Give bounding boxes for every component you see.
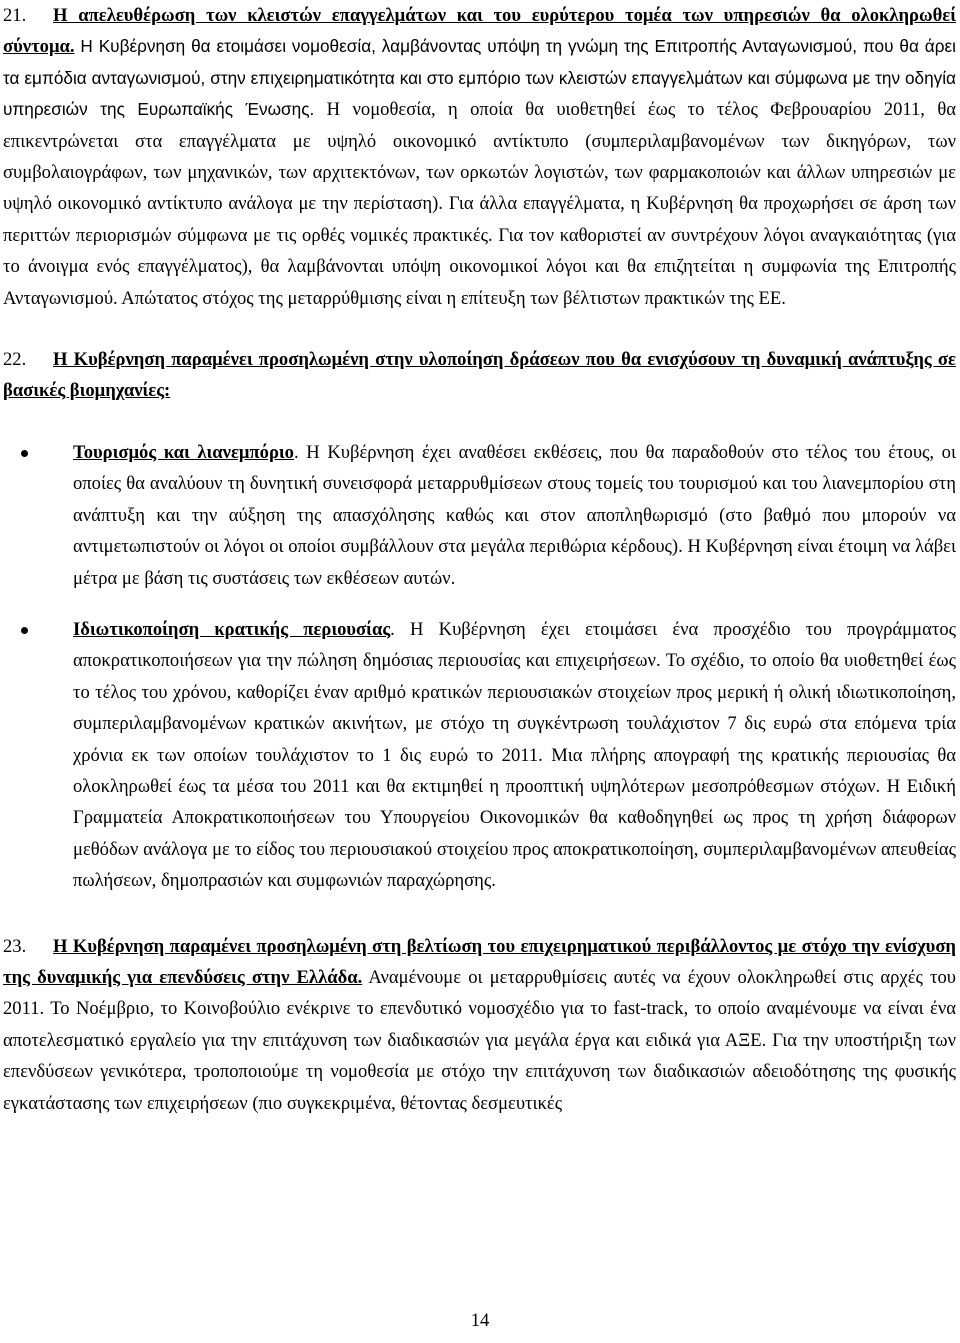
bullet-title: Τουρισμός και λιανεμπόριο: [73, 441, 294, 463]
section-22: [3, 344, 956, 407]
bullet-text: . Η Κυβέρνηση έχει ετοιμάσει ένα προσχέδιο του προγράμματος αποκρατικοποιήσεων για την πώληση δημόσιας περιουσίας και επιχειρήσεων. Το σχέδιο, το οποίο θα υιοθετηθεί έως το τέλος του χρόνου, καθορίζει έναν αριθμό κρατικών περιουσιακών στοιχείων προς μερική ή ολική ιδιωτικοποίηση, συμπεριλαμβανομένων κρατικών ακινήτων, με στόχο τη συγκέντρωση τουλάχιστον 7 δις ευρώ στα επόμενα τρία χρόνια εκ των οποίων τουλάχιστον το 1 δις ευρώ το 2011. Μια πλήρης απογραφή της κρατικής περιουσίας θα ολοκληρωθεί έως τα μέσα του 2011 και θα εκτιμηθεί η προοπτική υψηλότερων μεσοπρόθεσμων στόχων. Η Ειδική Γραμματεία Αποκρατικοποιήσεων του Υπουργείου Οικονομικών θα καθοδηγηθεί ως προς τη χρήση διάφορων μεθόδων ανάλογα με το είδος του περιουσιακού στοιχείου προς αποκρατικοποίηση, συμπεριλαμβανομένων απευθείας πωλήσεων, δημοπρασιών και συμφωνιών παραχώρησης.: [73, 618, 956, 892]
section-heading: Η Κυβέρνηση παραμένει προσηλωμένη στη βελτίωση του επιχειρηματικού περιβάλλοντος με στόχο την ενίσχυση της δυναμικής για επενδύσεις στην Ελλάδα.: [3, 935, 956, 988]
bullet-icon: [21, 450, 28, 457]
section-21: [3, 0, 956, 314]
section-23: [3, 931, 956, 1119]
list-item: [3, 437, 956, 594]
section-number: 23.: [3, 935, 27, 957]
section-number: 22.: [3, 349, 27, 371]
section-heading: Η απελευθέρωση των κλειστών επαγγελμάτων και του ευρύτερου τομέα των υπηρεσιών θα ολοκληρωθεί σύντομα.: [3, 5, 956, 58]
page-number: 14: [470, 1310, 490, 1331]
section-heading: Η Κυβέρνηση παραμένει προσηλωμένη στην υλοποίηση δράσεων που θα ενισχύσουν τη δυναμική ανάπτυξης σε βασικές βιομηχανίες:: [3, 349, 956, 402]
list-item: [3, 614, 956, 897]
section-body-sans: Η Κυβέρνηση θα ετοιμάσει νομοθεσία, λαμβάνοντας υπόψη τη γνώμη της Επιτροπής Ανταγωνισμού, που θα άρει τα εμπόδια ανταγωνισμού, στην επιχειρηματικότητα και στο εμπόριο των κλειστών επαγγελμάτων και σύμφωνα με την οδηγία υπηρεσιών της Ευρωπαϊκής Ένωσης.: [3, 36, 956, 120]
bullet-icon: [21, 627, 28, 634]
section-body: Αναμένουμε οι μεταρρυθμίσεις αυτές να έχουν ολοκληρωθεί στις αρχές του 2011. Το Νοέμβριο, το Κοινοβούλιο ενέκρινε το επενδυτικό νομοσχέδιο για το fast-track, το οποίο αναμένουμε να είναι ένα αποτελεσματικό εργαλείο για την επιτάχυνση των διαδικασιών για μεγάλα έργα και ειδικά για ΑΞΕ. Για την υποστήριξη των επενδύσεων γενικότερα, τροποποιούμε τη νομοθεσία με στόχο την επιτάχυνση των διαδικασιών αδειοδότησης της φυσικής εγκατάστασης των επιχειρήσεων (πιο συγκεκριμένα, θέτοντας δεσμευτικές: [3, 966, 956, 1114]
bullet-text: . Η Κυβέρνηση έχει αναθέσει εκθέσεις, που θα παραδοθούν στο τέλος του έτους, οι οποίες θα αναλύουν τη δυνητική συνεισφορά μεταρρυθμίσεων στους τομείς του τουρισμού και του λιανεμπορίου στη ανάπτυξη και την αύξηση της απασχόλησης καθώς και στον αποπληθωρισμό (στο βαθμό που μπορούν να αντιμετωπιστούν οι λόγοι οι οποίοι συμβάλλουν στα μεγάλα περιθώρια κέρδους). Η Κυβέρνηση είναι έτοιμη να λάβει μέτρα με βάση τις συστάσεις των εκθέσεων αυτών.: [73, 441, 956, 589]
bullet-list: [3, 437, 956, 897]
section-body: Η νομοθεσία, η οποία θα υιοθετηθεί έως το τέλος Φεβρουαρίου 2011, θα επικεντρώνεται στα επαγγέλματα με υψηλό οικονομικό αντίκτυπο (συμπεριλαμβανομένων των δικηγόρων, των συμβολαιογράφων, των μηχανικών, των αρχιτεκτόνων, των ορκωτών λογιστών, των φαρμακοποιών και άλλων υπηρεσιών με υψηλό οικονομικό αντίκτυπο ανάλογα με την περίσταση). Για άλλα επαγγέλματα, η Κυβέρνηση θα προχωρήσει σε άρση των περιττών περιορισμών σύμφωνα με τις ορθές νομικές πρακτικές. Για τον καθοριστεί αν συντρέχουν λόγοι αναγκαιότητας (για το άνοιγμα ενός επαγγέλματος), θα λαμβάνονται υπόψη οικονομικοί λόγοι και θα επιζητείται η συμφωνία της Επιτροπής Ανταγωνισμού. Απώτατος στόχος της μεταρρύθμισης είναι η επίτευξη των βέλτιστων πρακτικών της ΕΕ.: [3, 99, 956, 309]
bullet-title: Ιδιωτικοποίηση κρατικής περιουσίας: [73, 618, 391, 640]
section-number: 21.: [3, 5, 27, 26]
